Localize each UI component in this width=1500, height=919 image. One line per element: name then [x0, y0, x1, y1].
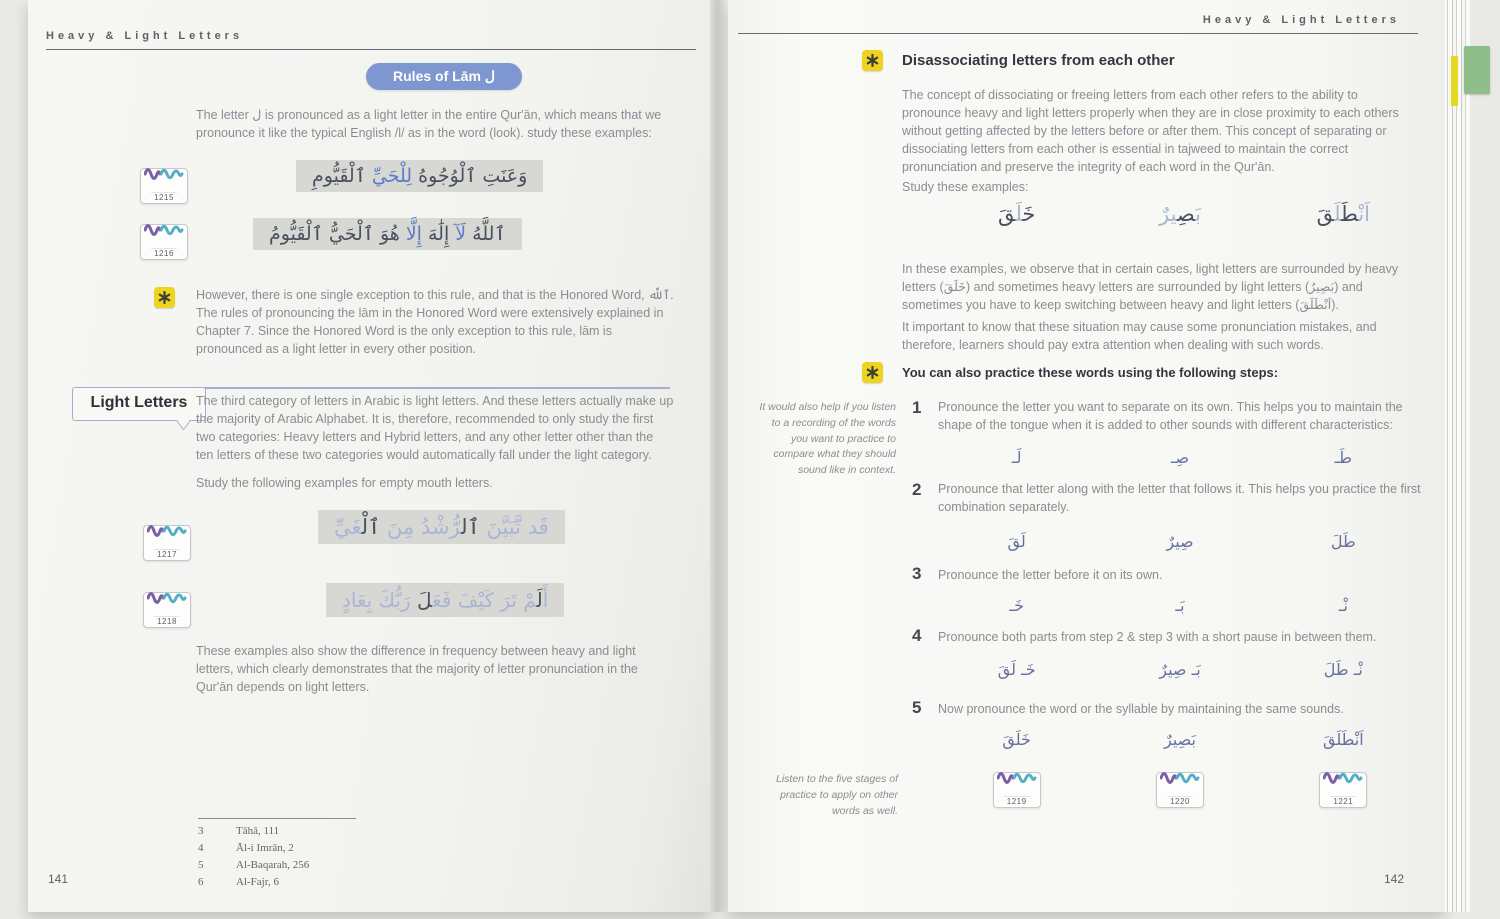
example-words-row — [935, 202, 1425, 226]
step-number: 2 — [912, 480, 922, 499]
audio-chip — [140, 224, 188, 260]
practice-item: لَـ — [1011, 448, 1022, 467]
running-header-left: Heavy & Light Letters — [46, 30, 244, 42]
waveform-icon — [144, 166, 184, 182]
step-number: 4 — [912, 626, 922, 645]
footnote-ref: Al-Baqarah, 256 — [236, 859, 310, 872]
step-items-row — [935, 596, 1425, 615]
exception-note: However, there is one single exception to this rule, and that is the Honored Word, ٱللَّه. The rules of pronouncing the lām in the Honored Word were extensively explained in Chapter 7. Since the Honored Word is the only exception to this rule, lām is pronounced as a light letter in every other position. — [196, 288, 674, 356]
waveform-icon — [147, 590, 187, 606]
audio-chip — [140, 168, 188, 204]
footnote-row — [198, 874, 309, 891]
example-word: خَلَقَ — [997, 202, 1036, 226]
header-rule-right — [738, 33, 1418, 34]
audio-track-number: 1220 — [1167, 796, 1193, 806]
waveform-icon — [147, 523, 187, 539]
study-line: Study the following examples for empty mouth letters. — [196, 476, 493, 490]
practice-item: خَـ — [1009, 596, 1024, 615]
quran-example-highlighted: أَلَمْ تَرَ كَيْفَ فَعَلَ رَبُّكَ بِعَادٍ — [326, 583, 564, 617]
footnote-row — [198, 857, 309, 874]
step-items-row — [935, 532, 1425, 551]
footnote-number: 3 — [198, 825, 204, 837]
audio-chip — [993, 772, 1041, 808]
closing-paragraph: These examples also show the difference in frequency between heavy and light letters, which clearly demonstrates that the majority of letter pronunciation in the Qur'ān depends on light letters. — [196, 644, 638, 694]
observe-paragraph: In these examples, we observe that in certain cases, light letters are surrounded by heavy letters (خَلَقَ) and sometimes heavy letters are surrounded by light letters (بَصِيرٌ) and sometimes you have to keep switching between heavy and light letters (اَنْطَلَقَ). — [902, 262, 1399, 312]
practice-item: نْـ — [1338, 596, 1348, 615]
waveform-icon — [1323, 770, 1363, 786]
practice-item: خَلَقَ — [1002, 730, 1031, 749]
step-number: 3 — [912, 564, 922, 583]
step-items-row — [935, 730, 1425, 749]
bookmark-tab-yellow — [1451, 56, 1458, 106]
step-number: 1 — [912, 398, 922, 417]
footnote-ref: Tāhā, 111 — [236, 825, 280, 837]
audio-chip — [1156, 772, 1204, 808]
waveform-icon — [1160, 770, 1200, 786]
caution-paragraph: It important to know that these situation may cause some pronunciation mistakes, and therefore, learners should pay extra attention when dealing with such words. — [902, 320, 1377, 352]
practice-item: بَـ صِيرٌ — [1159, 660, 1201, 679]
page-number-right: 142 — [1383, 872, 1404, 886]
footnote-ref: Āl-i Imrān, 2 — [236, 842, 294, 855]
footnotes — [198, 823, 309, 891]
step-items-row — [935, 660, 1425, 679]
asterisk-icon — [154, 287, 175, 308]
footnote-number: 6 — [198, 876, 204, 889]
light-letters-label: Light Letters — [72, 387, 206, 421]
quran-example-highlighted: ٱللَّهُ لَآ إِلَٰهَ إِلَّا هُوَ ٱلْحَيُّ ٱلْقَيُّومُ — [253, 218, 522, 250]
practice-item: اَنْطَلَقَ — [1322, 730, 1364, 749]
left-page — [28, 0, 710, 912]
book-spine — [710, 0, 728, 912]
bubble-rule — [198, 387, 670, 389]
audio-chip — [143, 525, 191, 561]
audio-track-number: 1219 — [1004, 796, 1030, 806]
quran-example-highlighted: قَد تَّبَيَّنَ ٱلرُّشْدُ مِنَ ٱلْغَيِّ — [318, 510, 565, 544]
practice-item: لَقَ — [1007, 532, 1026, 551]
step-text: Pronounce the letter before it on its own. — [938, 568, 1163, 582]
practice-item: خَـ لَقَ — [997, 660, 1036, 679]
open-book — [28, 0, 1490, 912]
header-rule-left — [46, 49, 696, 50]
audio-track-number: 1217 — [154, 549, 180, 559]
bottom-note: Listen to the five stages of practice to apply on other words as well. — [776, 773, 898, 817]
step-text: Pronounce that letter along with the letter that follows it. This helps you practice the first combination separately. — [938, 482, 1421, 514]
side-note: It would also help if you listen to a recording of the words you want to practice to compare what they should sound like in context. — [759, 401, 896, 476]
study-line: Study these examples: — [902, 180, 1029, 194]
practice-item: صِيرٌ — [1166, 532, 1194, 551]
running-header-right: Heavy & Light Letters — [1202, 14, 1400, 26]
footnote-number: 4 — [198, 842, 204, 855]
audio-chips-row — [935, 772, 1425, 808]
light-letters-paragraph: The third category of letters in Arabic is light letters. And these letters actually make up the majority of Arabic Alphabet. It is, therefore, recommended to only study the first two categories: Heavy letters and Hybrid letters, and any other letter other than the ten letters of these two categories would automatically fall under the light category. — [196, 394, 674, 462]
footnote-row — [198, 823, 309, 840]
audio-chip — [1319, 772, 1367, 808]
asterisk-icon — [862, 362, 883, 383]
audio-track-number: 1221 — [1330, 796, 1356, 806]
practice-item: نْـ طَلَ — [1323, 660, 1363, 679]
audio-chip — [143, 592, 191, 628]
audio-track-number: 1215 — [151, 192, 177, 202]
step-text: Pronounce both parts from step 2 & step 3 with a short pause in between them. — [938, 630, 1377, 644]
quran-example-highlighted: وَعَنَتِ ٱلْوُجُوهُ لِلْحَيِّ ٱلْقَيُّومِ — [296, 160, 543, 192]
page-edge-stack — [1444, 0, 1470, 912]
bookmark-tab-green — [1464, 46, 1490, 94]
audio-track-number: 1216 — [151, 248, 177, 258]
example-word: بَصِيرٌ — [1158, 202, 1201, 226]
section-title: Disassociating letters from each other — [902, 52, 1175, 69]
example-word: اَنْطَلَقَ — [1316, 202, 1371, 226]
rules-of-lam-badge: Rules of Lām ل — [366, 63, 522, 90]
footnote-number: 5 — [198, 859, 204, 872]
footnote-row — [198, 840, 309, 857]
waveform-icon — [997, 770, 1037, 786]
step-items-row — [935, 448, 1425, 467]
practice-item: بَـ — [1175, 596, 1185, 615]
practice-title: You can also practice these words using the following steps: — [902, 365, 1279, 380]
page-number-left: 141 — [48, 872, 69, 886]
practice-item: صِـ — [1170, 448, 1190, 467]
right-page — [728, 0, 1444, 912]
section-paragraph: The concept of dissociating or freeing letters from each other refers to the ability to pronounce heavy and light letters properly when they are in close proximity to each others without getting affected by the letters before or after them. This concept of separating or dissociating letters from each other is essential in tajweed to maintain the correct pronunciation and preserve the integrity of each word in the Qur'ān. — [902, 88, 1399, 174]
asterisk-icon — [862, 50, 883, 71]
practice-item: بَصِيرٌ — [1164, 730, 1196, 749]
footnote-rule — [198, 818, 356, 819]
intro-paragraph: The letter ل is pronounced as a light letter in the entire Qur'ān, which means that we pronounce it like the typical English /l/ as in the word (look). study these examples: — [196, 108, 662, 140]
practice-item: طَلَ — [1330, 532, 1356, 551]
audio-track-number: 1218 — [154, 616, 180, 626]
step-text: Now pronounce the word or the syllable by maintaining the same sounds. — [938, 702, 1344, 716]
footnote-ref: Al-Fajr, 6 — [236, 876, 279, 889]
practice-item: طَـ — [1334, 448, 1353, 467]
waveform-icon — [144, 222, 184, 238]
step-text: Pronounce the letter you want to separate on its own. This helps you to maintain the shape of the tongue when it is added to other sounds with different characteristics: — [938, 400, 1403, 432]
step-number: 5 — [912, 698, 922, 717]
